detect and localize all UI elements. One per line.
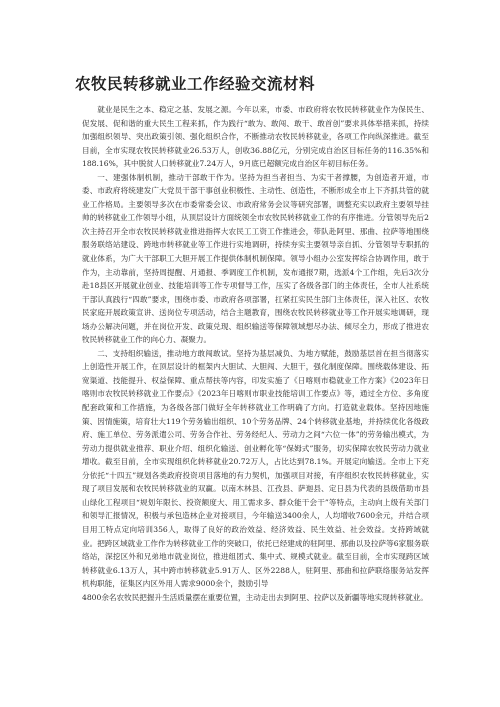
paragraph-intro: 就业是民生之本、稳定之基、发展之源。今年以来，市委、市政府将农牧民转移就业作为保民生、促发展、促和谐的重大民生工程来抓，作为践行“敢为、敢闯、敢干、敢首创”要求具体举措来抓，持续加强组织领导、突出政策引领、强化组织合作，不断推动农牧民转移就业，各项工作向纵深推进。截至目前，全市实现农牧民转移就业26.53万人，创收36.88亿元，分别完成自治区目标任务的116.35%和188.16%，其中脱贫人口转移就业7.24万人，9月底已超额完成自治区年初目标任务。: [82, 105, 429, 169]
document-body: [82, 103, 429, 604]
paragraph-section-2: 二、支持组织输送，推动地方敢闯敢试。坚持为基层减负、为地方赋能，鼓励基层首在担当彻落实上创造性开展工作，在顶层设计的框架内大胆试、大胆闯、大胆干，强化制度保障。围绕载体建设、拓宽渠道、技能提升、权益保障、重点帮扶等内容，印发实施了《日喀则市稳就业工作方案》《2023年日喀则市农牧民转移就业工作要点》《2023年日喀则市职业技能培训工作要点》等，通过全方位、多角度配套政策和工作措施，为各级各部门做好全年转移就业工作明确了方向。打造就业载体。坚持因地施策、因情施策，培育壮大119个劳务输出组织、10个劳务品牌、24个转移就业基地，并持续优化各级政府、施工单位、劳务派遣公司、劳务合作社、劳务经纪人、劳动力之间“六位一体”的劳务输出模式，为劳动力提供就业推荐、职业介绍、组织化输送、创业孵化等“保姆式”服务，切实保障农牧民劳动力就业增收。截至目前，全市实现组织化转移就业20.72万人，占比达到78.1%。开展定向输送。全市上下充分依托“十四五”规划各类政府投资项目落地的有力契机，加强项目对接，有序组织农牧民转移就业，实现了项目发展和农牧民转移就业的双赢。以南木林县、江孜县、萨迦县、定日县为代表的县级借助市县山绿化工程项目“规划年限长、投资额度大、用工需求多、群众能干会干”等特点，主动向上级有关部门和领导汇报情况，积极与承包造林企业对接项目，今年输送3400余人，人均增收7600余元，并结合项目用工特点定向培训356人，取得了良好的政治效益、经济效益、民生效益、社会效益。支持跨域就业。把跨区域就业工作作为转移就业工作的突破口，依托已经建成的驻阿里、那曲以及拉萨等6家服务联络站，深挖区外和兄弟地市就业岗位，推进组团式、集中式、规模式就业。截至目前，全市实现跨区域转移就业6.13万人，其中跨市转移就业5.91万人、区外2288人，驻阿里、那曲和拉萨联络服务站发挥机构职能，征集区内区外用人需求9000余个，鼓励引导: [82, 348, 429, 589]
paragraph-section-1: 一、建强体制机制，推动干部敢干作为。坚持为担当者担当、为实干者撑腰，为创造者开道，市委、市政府将统建发广大党员干部干事创业积极性、主动性、创造性，不断形成全市上下齐抓共管的就业工作格局。主要领导多次在市委常委会议、市政府常务会议等研究部署，调整充实以政府主要领导挂帅的转移就业工作领导小组，从顶层设计方面统领全市农牧民转移就业工作的有序推进。分管领导先后2次主持召开全市农牧民转移就业推进指挥大农民工工资工作推进会，带队赴阿里、那曲、拉萨等地围绕服务联络站建设、跨地市转移就业等工作进行实地调研，持续夯实主要领导亲自抓、分管领导专职抓的就业体系，为广大干部职工大胆开展工作提供体制机制保障。领导小组办公室发挥综合协调作用，敢于作为，主动靠前，坚持周提醒、月通报、季调度工作机制，发布通报7期，选派4个工作组，先后3次分赴18县区开展就业创业、技能培训等工作专项督导工作，压实了各级各部门的主体责任，全市人社系统干部认真践行“四敢”要求，围绕市委、市政府各项部署，扛紧扛实民生部门主体责任，深入社区、农牧民家庭开展政策宣讲、送岗位专项活动，结合主题教育，围绕农牧民转移就业等工作开展实地调研，现场办公解决问题，并在岗位开发、政策兑现、组织输送等保障领域想尽办法、倾尽全力，形成了推进农牧民转移就业工作的向心力、凝聚力。: [82, 172, 429, 345]
paragraph-continuation: 4800余名农牧民把握升生活质量摆在重要位置，主动走出去到阿里、拉萨以及新疆等地实现转移就业。: [82, 592, 428, 602]
document-title: 农牧民转移就业工作经验交流材料: [75, 75, 316, 93]
